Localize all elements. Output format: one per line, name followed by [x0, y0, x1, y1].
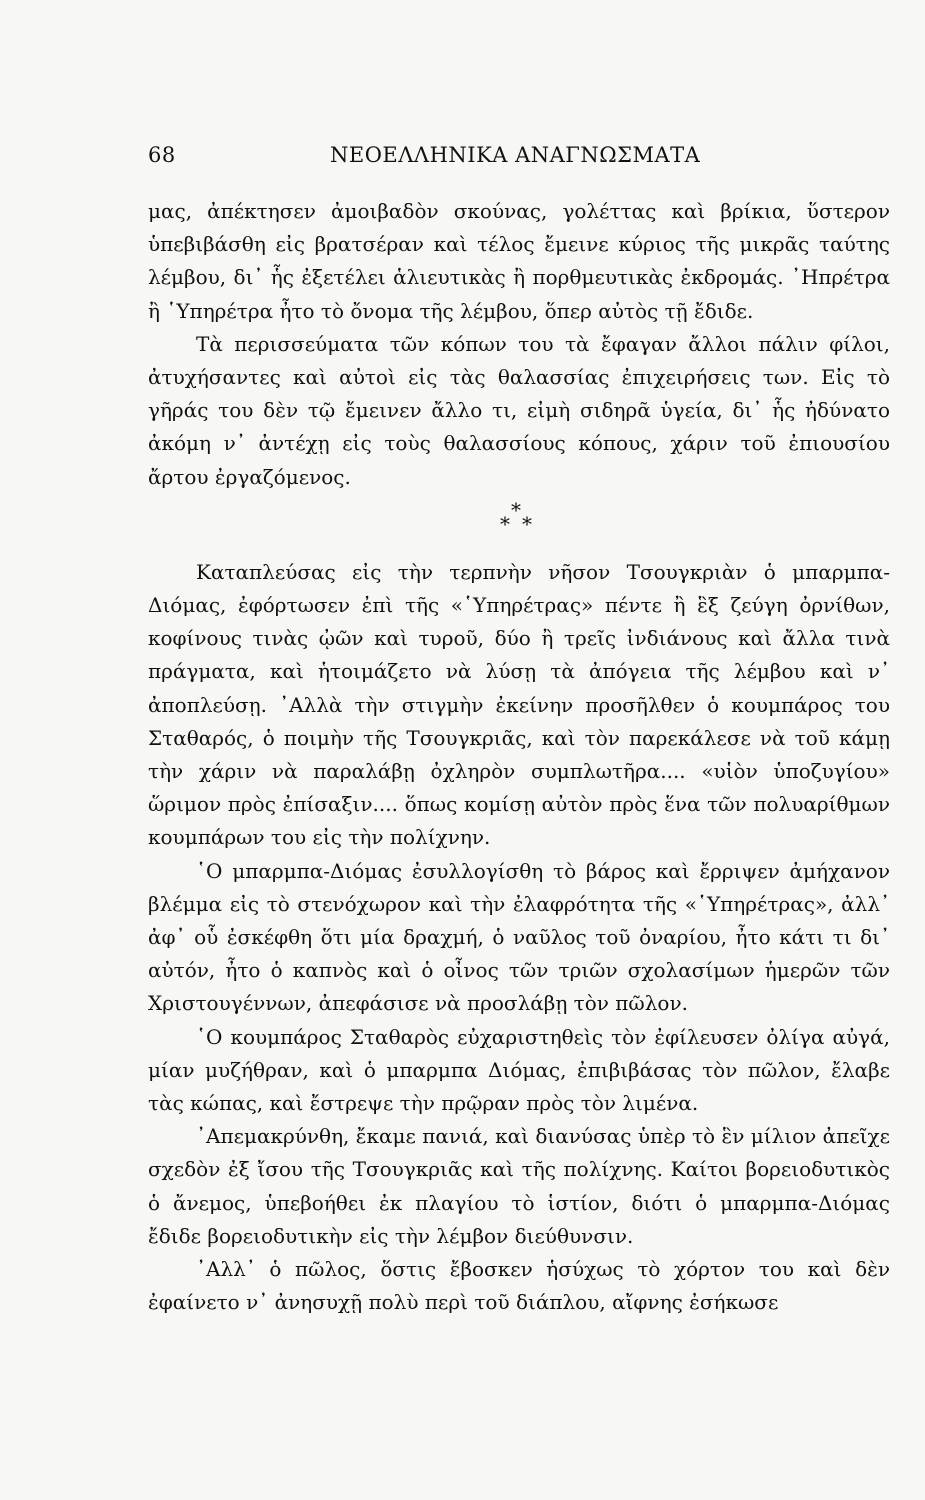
paragraph-3: Καταπλεύσας εἰς τὴν τερπνὴν νῆσον Τσουγκριὰν ὁ μπαρμπα-Διόμας, ἐφόρτωσεν ἐπὶ τῆς «῾Υπηρέτρας» πέντε ἢ ἓξ ζεύγη ὀρνίθων, κοφίνους τινὰς ᾠῶν καὶ τυροῦ, δύο ἢ τρεῖς ἰνδιάνους καὶ ἄλλα τινὰ πράγματα, καὶ ἡτοιμάζετο νὰ λύσῃ τὰ ἀπόγεια τῆς λέμβου καὶ ν᾽ ἀποπλεύσῃ. ᾿Αλλὰ τὴν στιγμὴν ἐκείνην προσῆλθεν ὁ κουμπάρος του Σταθαρός, ὁ ποιμὴν τῆς Τσουγκριᾶς, καὶ τὸν παρεκάλεσε νὰ τοῦ κάμῃ τὴν χάριν νὰ παραλάβῃ ὀχληρὸν συμπλωτῆρα.... «υἱὸν ὑποζυγίου» ὥριμον πρὸς ἐπίσαξιν.... ὅπως κομίσῃ αὐτὸν πρὸς ἕνα τῶν πολυαρίθμων κουμπάρων του εἰς τὴν πολίχνην.	[148, 559, 890, 850]
paragraph-1: μας, ἀπέκτησεν ἀμοιβαδὸν σκούνας, γολέττας καὶ βρίκια, ὕστερον ὑπεβιβάσθη εἰς βρατσέραν καὶ τέλος ἔμεινε κύριος τῆς μικρᾶς ταύτης λέμβου, δι᾽ ἧς ἐξετέλει ἁλιευτικὰς ἢ πορθμευτικὰς ἐκδρομάς. ᾿Ηπρέτρα ἢ ῾Υπηρέτρα ἦτο τὸ ὄνομα τῆς λέμβου, ὅπερ αὐτὸς τῇ ἔδιδε.	[148, 199, 890, 323]
paragraph-2: Τὰ περισσεύματα τῶν κόπων του τὰ ἔφαγαν ἄλλοι πάλιν φίλοι, ἀτυχήσαντες καὶ αὐτοὶ εἰς τὰς θαλασσίας ἐπιχειρήσεις των. Εἰς τὸ γῆράς του δὲν τῷ ἔμεινεν ἄλλο τι, εἰμὴ σιδηρᾶ ὑγεία, δι᾽ ἧς ἠδύνατο ἀκόμη ν᾽ ἀντέχῃ εἰς τοὺς θαλασσίους κόπους, χάριν τοῦ ἐπιουσίου ἄρτου ἐργαζόμενος.	[148, 331, 890, 489]
paragraph-7: ᾿Αλλ᾽ ὁ πῶλος, ὅστις ἔβοσκεν ἡσύχως τὸ χόρτον του καὶ δὲν ἐφαίνετο ν᾽ ἀνησυχῇ πολὺ περὶ τοῦ διάπλου, αἴφνης ἐσήκωσε	[148, 1257, 890, 1315]
paragraph-4: ῾Ο μπαρμπα-Διόμας ἐσυλλογίσθη τὸ βάρος καὶ ἔρριψεν ἀμήχανον βλέμμα εἰς τὸ στενόχωρον καὶ τὴν ἐλαφρότητα τῆς «῾Υπηρέτρας», ἀλλ᾽ ἀφ᾽ οὗ ἐσκέφθη ὅτι μία δραχμή, ὁ ναῦλος τοῦ ὀναρίου, ἦτο κάτι τι δι᾽ αὐτόν, ἦτο ὁ καπνὸς καὶ ὁ οἶνος τῶν τριῶν σχολασίμων ἡμερῶν τῶν Χριστουγέννων, ἀπεφάσισε νὰ προσλάβῃ τὸν πῶλον.	[148, 858, 890, 1016]
paragraph-6: ᾿Απεμακρύνθη, ἔκαμε πανιά, καὶ διανύσας ὑπὲρ τὸ ἓν μίλιον ἀπεῖχε σχεδὸν ἐξ ἴσου τῆς Τσουγκριᾶς καὶ τῆς πολίχνης. Καίτοι βορειοδυτικὸς ὁ ἄνεμος, ὑπεβοήθει ἐκ πλαγίου τὸ ἱστίον, διότι ὁ μπαρμπα-Διόμας ἔδιδε βορειοδυτικὴν εἰς τὴν λέμβον διεύθυνσιν.	[148, 1124, 890, 1248]
body-text	[148, 195, 890, 1320]
running-title: ΝΕΟΕΛΛΗΝΙΚΑ ΑΝΑΓΝΩΣΜΑΤΑ	[330, 143, 701, 167]
page-header	[148, 143, 898, 173]
page-number: 68	[148, 143, 176, 167]
section-break-asterism: * * *	[500, 497, 532, 536]
paragraph-5: ῾Ο κουμπάρος Σταθαρὸς εὐχαριστηθεὶς τὸν ἐφίλευσεν ὀλίγα αὐγά, μίαν μυζήθραν, καὶ ὁ μπαρμπα Διόμας, ἐπιβιβάσας τὸν πῶλον, ἔλαβε τὰς κώπας, καὶ ἔστρεψε τὴν πρῷραν πρὸς τὸν λιμένα.	[148, 1024, 890, 1116]
